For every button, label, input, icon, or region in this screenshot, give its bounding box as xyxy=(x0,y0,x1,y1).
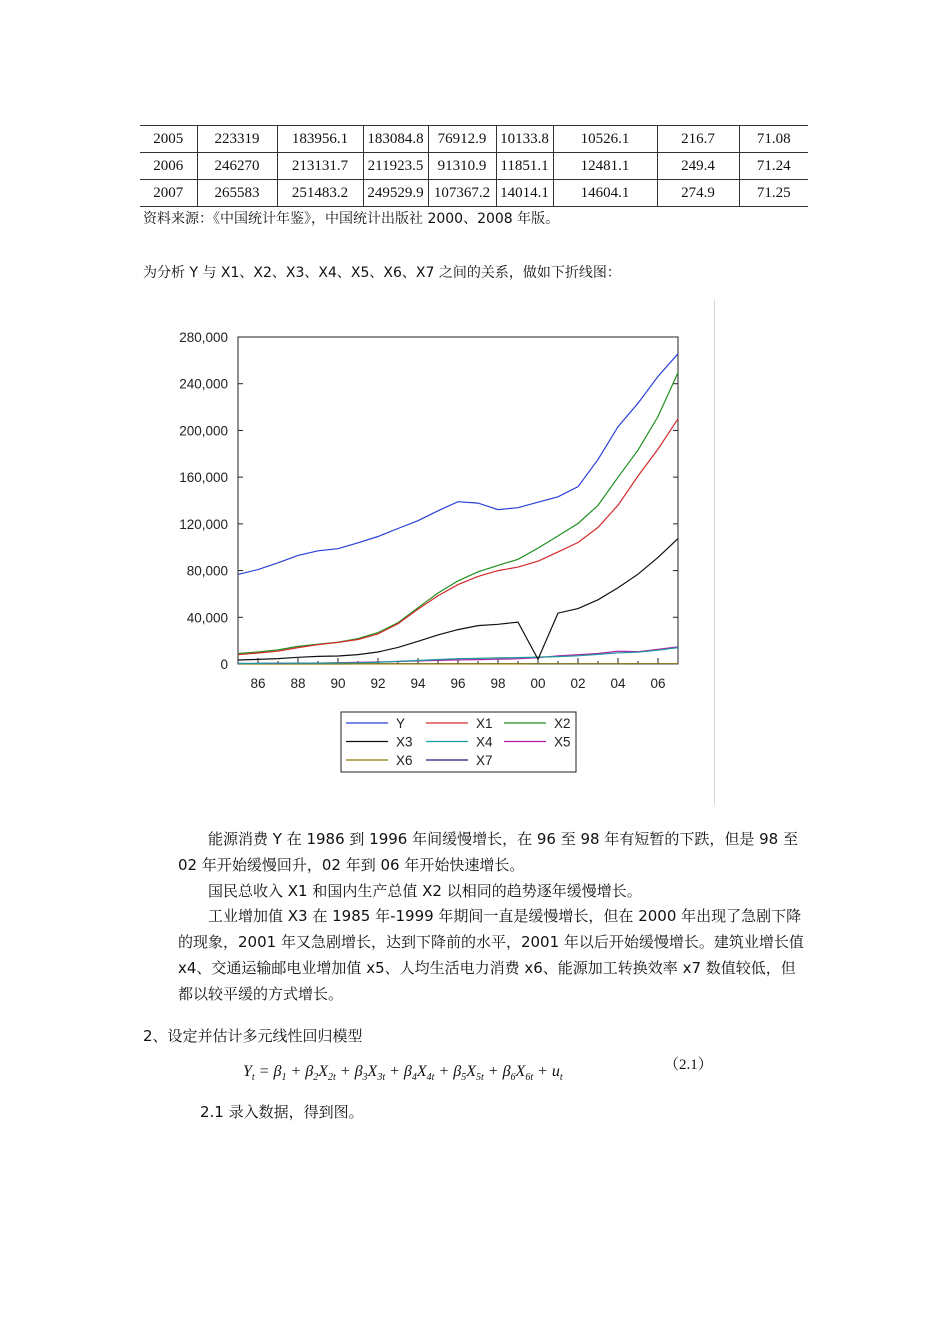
y-tick-label: 0 xyxy=(220,657,228,672)
legend-label: X4 xyxy=(476,734,493,750)
legend-label: Y xyxy=(396,716,406,731)
table-cell: 183956.1 xyxy=(277,126,363,153)
y-tick-label: 40,000 xyxy=(186,610,228,626)
analysis-paragraph-1: 能源消费 Y 在 1986 到 1996 年间缓慢增长，在 96 至 98 年有短暂的下跌，但是 98 至 02 年开始缓慢回升，02 年到 06 年开始快速增长。 xyxy=(178,830,798,874)
analysis-paragraph-2: 国民总收入 X1 和国内生产总值 X2 以相同的趋势逐年缓慢增长。 xyxy=(208,882,642,900)
plot-frame xyxy=(238,337,678,664)
table-cell: 2005 xyxy=(140,126,197,153)
table-cell: 216.7 xyxy=(657,126,739,153)
table-cell: 11851.1 xyxy=(496,153,553,180)
table-cell: 265583 xyxy=(197,180,277,207)
table-cell: 249529.9 xyxy=(363,180,428,207)
table-cell: 71.08 xyxy=(739,126,808,153)
table-cell: 251483.2 xyxy=(277,180,363,207)
table-cell: 14014.1 xyxy=(496,180,553,207)
table-cell: 211923.5 xyxy=(363,153,428,180)
legend-label: X1 xyxy=(476,716,493,731)
data-table xyxy=(140,125,808,207)
source-note: 资料来源：《中国统计年鉴》，中国统计出版社 2000、2008 年版。 xyxy=(143,211,560,227)
table-cell: 249.4 xyxy=(657,153,739,180)
x-tick-label: 98 xyxy=(490,676,506,691)
legend-label: X2 xyxy=(554,716,571,731)
table-cell: 14604.1 xyxy=(553,180,657,207)
x-tick-label: 92 xyxy=(370,676,386,691)
legend-label: X5 xyxy=(554,734,571,750)
table-cell: 2006 xyxy=(140,153,197,180)
table-cell: 223319 xyxy=(197,126,277,153)
step-text: 2.1 录入数据，得到图。 xyxy=(200,1103,364,1121)
y-tick-label: 80,000 xyxy=(186,563,228,579)
x-tick-label: 02 xyxy=(570,676,586,691)
chart-svg xyxy=(140,300,730,810)
table-cell: 274.9 xyxy=(657,180,739,207)
table-cell: 213131.7 xyxy=(277,153,363,180)
x-tick-label: 90 xyxy=(330,676,346,691)
x-tick-label: 06 xyxy=(650,676,666,691)
divider-line xyxy=(714,300,715,805)
y-tick-label: 120,000 xyxy=(179,516,228,532)
table-row xyxy=(140,126,808,153)
equation-number: （2.1） xyxy=(664,1057,713,1073)
line-chart xyxy=(140,300,730,810)
table-cell: 246270 xyxy=(197,153,277,180)
table-cell: 10133.8 xyxy=(496,126,553,153)
table-row xyxy=(140,180,808,207)
table-cell: 12481.1 xyxy=(553,153,657,180)
y-tick-label: 200,000 xyxy=(179,423,228,439)
analysis-paragraph-3: 工业增加值 X3 在 1985 年-1999 年期间一直是缓慢增长，但在 2000 年出现了急剧下降的现象，2001 年又急剧增长，达到下降前的水平，2001 年以后开始缓慢增长。建筑业增长值 x4、交通运输邮电业增加值 x5、人均生活电力消费 x6、能源加工转换效率 x7 数值较低，但都以较平缓的方式增长。 xyxy=(178,907,804,1003)
table-row xyxy=(140,153,808,180)
chart-intro: 为分析 Y 与 X1、X2、X3、X4、X5、X6、X7 之间的关系，做如下折线图： xyxy=(143,265,621,281)
regression-equation: $Y_t = \beta_1 + \beta_2X_{2t} + \beta_3X_{3t} + \beta_4X_{4t} + \beta_5X_{5t} + \beta_6X_{6t} + u_t$ xyxy=(243,1063,563,1084)
table-cell: 91310.9 xyxy=(428,153,496,180)
table-cell: 2007 xyxy=(140,180,197,207)
x-tick-label: 94 xyxy=(410,676,426,691)
table-cell: 10526.1 xyxy=(553,126,657,153)
y-tick-label: 240,000 xyxy=(179,376,228,392)
table-cell: 71.24 xyxy=(739,153,808,180)
x-tick-label: 04 xyxy=(610,676,626,691)
y-tick-label: 280,000 xyxy=(179,330,228,345)
x-tick-label: 86 xyxy=(250,676,266,691)
x-tick-label: 88 xyxy=(290,676,306,691)
legend-label: X3 xyxy=(396,734,413,750)
legend-label: X6 xyxy=(396,753,413,768)
x-tick-label: 00 xyxy=(530,676,546,691)
table-cell: 76912.9 xyxy=(428,126,496,153)
table-cell: 71.25 xyxy=(739,180,808,207)
legend-label: X7 xyxy=(476,753,493,768)
y-tick-label: 160,000 xyxy=(179,470,228,486)
table-cell: 183084.8 xyxy=(363,126,428,153)
x-tick-label: 96 xyxy=(450,676,466,691)
table-cell: 107367.2 xyxy=(428,180,496,207)
section-title: 2、设定并估计多元线性回归模型 xyxy=(143,1027,363,1045)
